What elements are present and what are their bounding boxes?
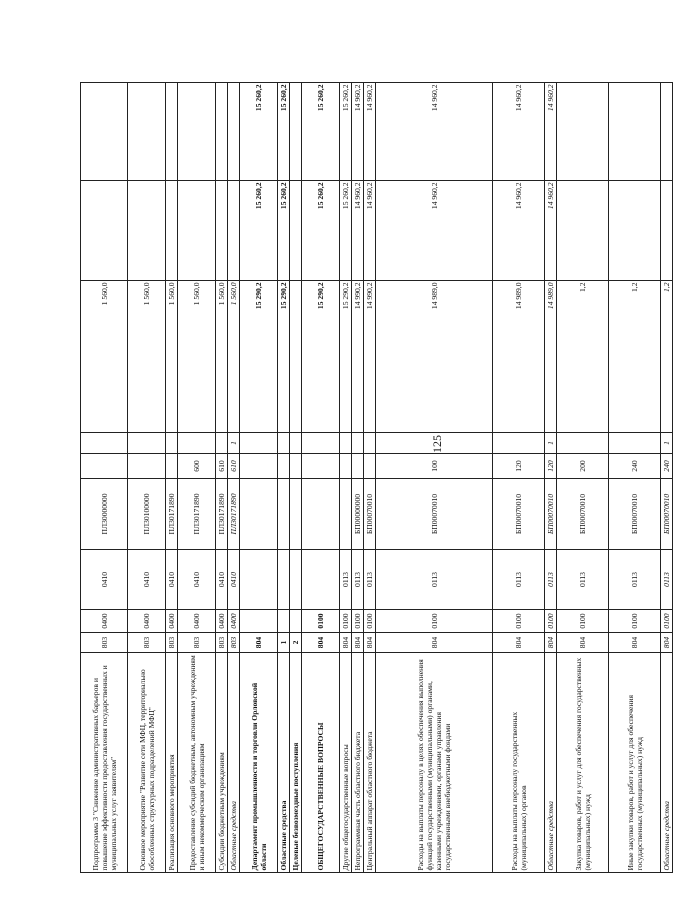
funding-source-cell — [240, 433, 278, 454]
expense-type-cell: 610 — [228, 454, 240, 479]
subsection-code-cell: 0113 — [493, 550, 545, 610]
amount-year-2-cell — [166, 181, 178, 281]
row-name-cell: Департамент промышленности и торговли Орловской области — [240, 653, 278, 873]
amount-year-2-cell — [81, 181, 128, 281]
table-row — [545, 83, 557, 873]
section-code-cell: 0400 — [178, 610, 216, 633]
section-code-cell: 0100 — [493, 610, 545, 633]
amount-year-1-cell: 14 989,0 — [545, 281, 557, 433]
subsection-code-cell: 0113 — [545, 550, 557, 610]
admin-code-cell: 804 — [376, 633, 493, 653]
amount-year-2-cell: 14 960,2 — [364, 181, 376, 281]
page-number: 125 — [430, 435, 444, 453]
row-name-cell: Областные средства — [278, 653, 290, 873]
admin-code-cell: 804 — [302, 633, 340, 653]
amount-year-2-cell — [661, 181, 673, 281]
amount-year-1-cell: 1 560,0 — [166, 281, 178, 433]
section-code-cell — [290, 610, 302, 633]
table-row — [352, 83, 364, 873]
admin-code-cell: 2 — [290, 633, 302, 653]
funding-source-cell — [81, 433, 128, 454]
table-row — [557, 83, 609, 873]
subsection-code-cell — [290, 550, 302, 610]
amount-year-1-cell: 14 989,0 — [376, 281, 493, 433]
amount-year-1-cell: 14 990,2 — [364, 281, 376, 433]
amount-year-3-cell: 15 260,2 — [340, 83, 352, 181]
row-name-cell: Иные закупки товаров, работ и услуг для обеспечения государственных (муниципальных) нужд — [609, 653, 661, 873]
amount-year-1-cell: 15 290,2 — [340, 281, 352, 433]
subsection-code-cell — [278, 550, 290, 610]
section-code-cell: 0100 — [661, 610, 673, 633]
expense-type-cell — [240, 454, 278, 479]
target-article-cell — [290, 479, 302, 550]
subsection-code-cell: 0113 — [352, 550, 364, 610]
funding-source-cell — [609, 433, 661, 454]
table-row — [81, 83, 128, 873]
section-code-cell: 0400 — [81, 610, 128, 633]
table-row — [364, 83, 376, 873]
funding-source-cell — [364, 433, 376, 454]
amount-year-3-cell: 14 960,2 — [352, 83, 364, 181]
amount-year-3-cell — [290, 83, 302, 181]
table-row — [376, 83, 493, 873]
funding-source-cell — [493, 433, 545, 454]
amount-year-2-cell — [228, 181, 240, 281]
row-name-cell: Центральный аппарат областного бюджета — [364, 653, 376, 873]
target-article-cell: БП00070010 — [661, 479, 673, 550]
target-article-cell: ПЛ30171890 — [216, 479, 228, 550]
table-row — [240, 83, 278, 873]
table-row — [290, 83, 302, 873]
funding-source-cell — [128, 433, 166, 454]
amount-year-1-cell: 15 290,2 — [240, 281, 278, 433]
amount-year-3-cell: 15 260,2 — [278, 83, 290, 181]
funding-source-cell: 1 — [228, 433, 240, 454]
target-article-cell: ПЛ30171890 — [178, 479, 216, 550]
funding-source-cell — [376, 433, 493, 454]
admin-code-cell: 804 — [545, 633, 557, 653]
funding-source-cell — [178, 433, 216, 454]
amount-year-2-cell — [128, 181, 166, 281]
amount-year-3-cell — [178, 83, 216, 181]
subsection-code-cell — [302, 550, 340, 610]
amount-year-1-cell: 14 989,0 — [493, 281, 545, 433]
row-name-cell: Областные средства — [545, 653, 557, 873]
target-article-cell — [302, 479, 340, 550]
amount-year-3-cell: 15 260,2 — [240, 83, 278, 181]
budget-table-body — [81, 83, 673, 873]
subsection-code-cell: 0410 — [166, 550, 178, 610]
section-code-cell: 0400 — [166, 610, 178, 633]
expense-type-cell — [364, 454, 376, 479]
section-code-cell — [240, 610, 278, 633]
expense-type-cell — [352, 454, 364, 479]
amount-year-2-cell: 15 260,2 — [302, 181, 340, 281]
amount-year-2-cell: 14 960,2 — [493, 181, 545, 281]
section-code-cell: 0100 — [364, 610, 376, 633]
target-article-cell: БП00070010 — [557, 479, 609, 550]
funding-source-cell — [278, 433, 290, 454]
table-row — [128, 83, 166, 873]
amount-year-2-cell — [609, 181, 661, 281]
amount-year-1-cell: 1 560,0 — [216, 281, 228, 433]
admin-code-cell: 803 — [81, 633, 128, 653]
amount-year-3-cell: 14 960,2 — [364, 83, 376, 181]
table-row — [493, 83, 545, 873]
amount-year-1-cell: 1 560,0 — [178, 281, 216, 433]
rotated-table-wrapper — [80, 83, 671, 873]
admin-code-cell: 804 — [240, 633, 278, 653]
table-row — [166, 83, 178, 873]
table-row — [216, 83, 228, 873]
table-row — [340, 83, 352, 873]
amount-year-1-cell: 1,2 — [609, 281, 661, 433]
expense-type-cell: 600 — [178, 454, 216, 479]
amount-year-1-cell: 1 560,0 — [228, 281, 240, 433]
subsection-code-cell: 0113 — [661, 550, 673, 610]
row-name-cell: ОБЩЕГОСУДАРСТВЕННЫЕ ВОПРОСЫ — [302, 653, 340, 873]
table-row — [178, 83, 216, 873]
amount-year-2-cell: 14 960,2 — [352, 181, 364, 281]
funding-source-cell — [557, 433, 609, 454]
target-article-cell: БП00070010 — [493, 479, 545, 550]
expense-type-cell — [302, 454, 340, 479]
expense-type-cell — [81, 454, 128, 479]
table-row — [228, 83, 240, 873]
section-code-cell: 0100 — [557, 610, 609, 633]
admin-code-cell: 804 — [557, 633, 609, 653]
table-row — [661, 83, 673, 873]
section-code-cell: 0100 — [302, 610, 340, 633]
funding-source-cell — [352, 433, 364, 454]
table-row — [278, 83, 290, 873]
amount-year-1-cell — [290, 281, 302, 433]
amount-year-1-cell: 1 560,0 — [128, 281, 166, 433]
target-article-cell: БП00070010 — [364, 479, 376, 550]
expense-type-cell: 240 — [609, 454, 661, 479]
amount-year-3-cell — [661, 83, 673, 181]
subsection-code-cell: 0410 — [128, 550, 166, 610]
amount-year-2-cell: 14 960,2 — [545, 181, 557, 281]
target-article-cell: ПЛ30000000 — [81, 479, 128, 550]
amount-year-3-cell: 14 960,2 — [545, 83, 557, 181]
amount-year-3-cell — [216, 83, 228, 181]
amount-year-1-cell: 15 290,2 — [302, 281, 340, 433]
admin-code-cell: 803 — [166, 633, 178, 653]
section-code-cell: 0100 — [376, 610, 493, 633]
funding-source-cell — [290, 433, 302, 454]
row-name-cell: Областные средства — [661, 653, 673, 873]
target-article-cell: БП00070010 — [376, 479, 493, 550]
funding-source-cell — [166, 433, 178, 454]
funding-source-cell: 1 — [661, 433, 673, 454]
expense-type-cell: 200 — [557, 454, 609, 479]
amount-year-2-cell — [216, 181, 228, 281]
amount-year-3-cell — [557, 83, 609, 181]
amount-year-2-cell: 15 260,2 — [340, 181, 352, 281]
subsection-code-cell: 0113 — [340, 550, 352, 610]
amount-year-2-cell — [557, 181, 609, 281]
amount-year-3-cell: 14 960,2 — [376, 83, 493, 181]
amount-year-1-cell: 1,2 — [661, 281, 673, 433]
admin-code-cell: 804 — [609, 633, 661, 653]
amount-year-3-cell: 15 260,2 — [302, 83, 340, 181]
target-article-cell: ПЛ30100000 — [128, 479, 166, 550]
expense-type-cell — [340, 454, 352, 479]
table-row — [302, 83, 340, 873]
admin-code-cell: 803 — [216, 633, 228, 653]
subsection-code-cell: 0113 — [557, 550, 609, 610]
admin-code-cell: 804 — [364, 633, 376, 653]
funding-source-cell — [216, 433, 228, 454]
subsection-code-cell: 0113 — [609, 550, 661, 610]
row-name-cell: Расходы на выплаты персоналу в целях обеспечения выполнения функций государственными (муниципальными) органами, казенными учреждениями, органами управления государственными внебюджетными фондами — [376, 653, 493, 873]
funding-source-cell: 1 — [545, 433, 557, 454]
expense-type-cell — [166, 454, 178, 479]
expense-type-cell: 240 — [661, 454, 673, 479]
admin-code-cell: 804 — [352, 633, 364, 653]
amount-year-1-cell: 1,2 — [557, 281, 609, 433]
row-name-cell: Предоставление субсидий бюджетным, автономным учреждениям и иным некоммерческим организациям — [178, 653, 216, 873]
target-article-cell: БП00000000 — [352, 479, 364, 550]
admin-code-cell: 803 — [228, 633, 240, 653]
expense-type-cell: 120 — [493, 454, 545, 479]
expense-type-cell — [128, 454, 166, 479]
row-name-cell: Целевые безвозмездные поступления — [290, 653, 302, 873]
expense-type-cell: 610 — [216, 454, 228, 479]
row-name-cell: Областные средства — [228, 653, 240, 873]
admin-code-cell: 804 — [493, 633, 545, 653]
budget-table — [80, 82, 673, 873]
subsection-code-cell: 0410 — [228, 550, 240, 610]
row-name-cell: Реализация основного мероприятия — [166, 653, 178, 873]
section-code-cell: 0400 — [228, 610, 240, 633]
amount-year-1-cell: 14 990,2 — [352, 281, 364, 433]
admin-code-cell: 804 — [340, 633, 352, 653]
amount-year-2-cell: 15 260,2 — [240, 181, 278, 281]
target-article-cell — [340, 479, 352, 550]
section-code-cell: 0100 — [609, 610, 661, 633]
target-article-cell: БП00070010 — [609, 479, 661, 550]
amount-year-3-cell — [609, 83, 661, 181]
expense-type-cell: 120 — [545, 454, 557, 479]
section-code-cell: 0100 — [340, 610, 352, 633]
section-code-cell: 0100 — [545, 610, 557, 633]
admin-code-cell: 1 — [278, 633, 290, 653]
row-name-cell: Непрограммная часть областного бюджета — [352, 653, 364, 873]
row-name-cell: Основное мероприятие "Развитие сети МФЦ, территориально обособленных структурных подразделений МФЦ" — [128, 653, 166, 873]
subsection-code-cell: 0113 — [376, 550, 493, 610]
amount-year-2-cell: 14 960,2 — [376, 181, 493, 281]
amount-year-2-cell — [178, 181, 216, 281]
amount-year-1-cell: 15 290,2 — [278, 281, 290, 433]
subsection-code-cell: 0410 — [216, 550, 228, 610]
row-name-cell: Субсидии бюджетным учреждениям — [216, 653, 228, 873]
admin-code-cell: 804 — [661, 633, 673, 653]
amount-year-3-cell: 14 960,2 — [493, 83, 545, 181]
amount-year-3-cell — [166, 83, 178, 181]
section-code-cell: 0400 — [128, 610, 166, 633]
expense-type-cell — [278, 454, 290, 479]
subsection-code-cell: 0113 — [364, 550, 376, 610]
row-name-cell: Расходы на выплаты персоналу государственных (муниципальных) органов — [493, 653, 545, 873]
section-code-cell — [278, 610, 290, 633]
amount-year-1-cell: 1 560,0 — [81, 281, 128, 433]
funding-source-cell — [302, 433, 340, 454]
target-article-cell: ПЛ30171890 — [228, 479, 240, 550]
amount-year-2-cell — [290, 181, 302, 281]
subsection-code-cell: 0410 — [178, 550, 216, 610]
amount-year-3-cell — [81, 83, 128, 181]
admin-code-cell: 803 — [178, 633, 216, 653]
row-name-cell: Закупка товаров, работ и услуг для обеспечения государственных (муниципальных) нужд — [557, 653, 609, 873]
subsection-code-cell: 0410 — [81, 550, 128, 610]
target-article-cell: БП00070010 — [545, 479, 557, 550]
table-row — [609, 83, 661, 873]
subsection-code-cell — [240, 550, 278, 610]
amount-year-2-cell: 15 260,2 — [278, 181, 290, 281]
amount-year-3-cell — [128, 83, 166, 181]
target-article-cell: ПЛ30171890 — [166, 479, 178, 550]
target-article-cell — [278, 479, 290, 550]
section-code-cell: 0400 — [216, 610, 228, 633]
row-name-cell: Подпрограмма 3 "Снижение административных барьеров и повышение эффективности предоставления государственных и муниципальных услуг заявителям" — [81, 653, 128, 873]
row-name-cell: Другие общегосударственные вопросы — [340, 653, 352, 873]
funding-source-cell — [340, 433, 352, 454]
target-article-cell — [240, 479, 278, 550]
expense-type-cell — [290, 454, 302, 479]
admin-code-cell: 803 — [128, 633, 166, 653]
expense-type-cell: 100 — [376, 454, 493, 479]
amount-year-3-cell — [228, 83, 240, 181]
section-code-cell: 0100 — [352, 610, 364, 633]
